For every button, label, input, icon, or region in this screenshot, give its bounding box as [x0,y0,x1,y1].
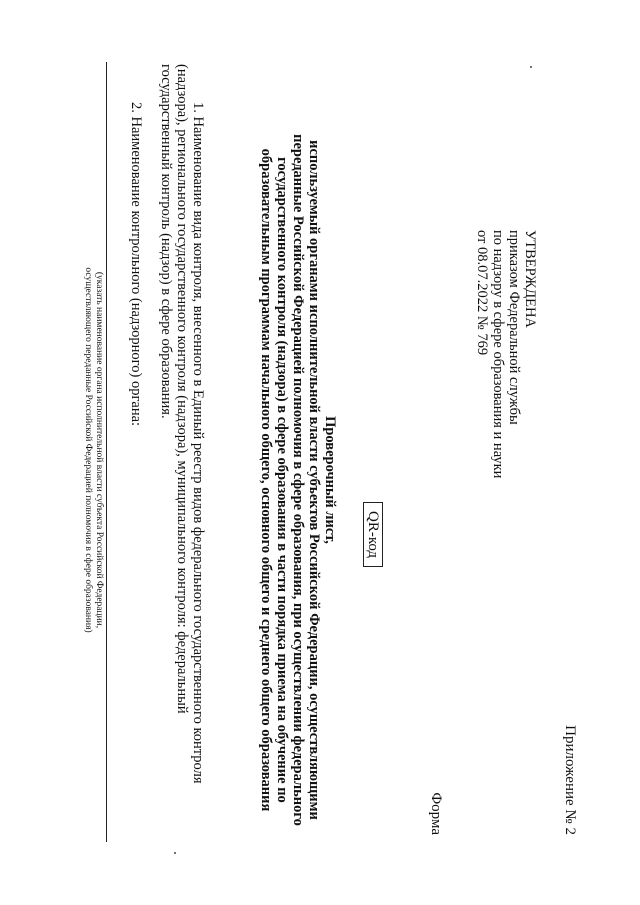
item-2-paragraph: 2. Наименование контрольного (надзорного) органа: [128,102,144,427]
fill-in-line [106,62,107,842]
item-1-line: (надзора), регионального государственного контроля (надзора), муниципального контроля: федеральный [174,64,190,714]
title-line: используемый органами исполнительной власти субъектов Российской Федерации, осуществляющими [306,140,322,820]
scan-speck [174,852,176,854]
scan-speck [530,66,532,68]
title-line: государственного контроля (надзора) в сфере образования в части порядка приема на обучение по [274,157,290,803]
title-line: образовательным программам начального общего, основного общего и среднего общего образования [258,148,274,812]
document-title [258,120,338,840]
title-line: переданные Российской Федерацией полномочия в сфере образования, при осуществлении федерального [290,134,306,826]
title-line: Проверочный лист, [322,416,338,544]
approval-line: УТВЕРЖДЕНА [522,230,538,328]
qr-code-box: QR-код [363,502,383,567]
approval-line: от 08.07.2022 № 769 [474,230,490,356]
approval-line: приказом Федеральной службы [506,230,522,425]
note-line: осуществляющего переданные Российской Федерацией полномочия в сфере образования) [83,267,93,633]
approval-line: по надзору в сфере образования и науки [490,230,506,479]
form-label: Форма [428,792,444,835]
note-line: (указать наименование органа исполнительной власти субъекта Российской Федерации, [94,271,104,629]
item-1-line: государственный контроль (надзор) в сфере образования. [158,64,174,419]
fill-in-note [82,60,104,840]
item-1-paragraph [158,64,206,840]
item-1-line: 1. Наименование вида контроля, внесенного в Единый реестр видов федерального государственного контроля [190,102,206,784]
appendix-number: Приложение № 2 [562,725,578,835]
approval-block [474,230,538,478]
